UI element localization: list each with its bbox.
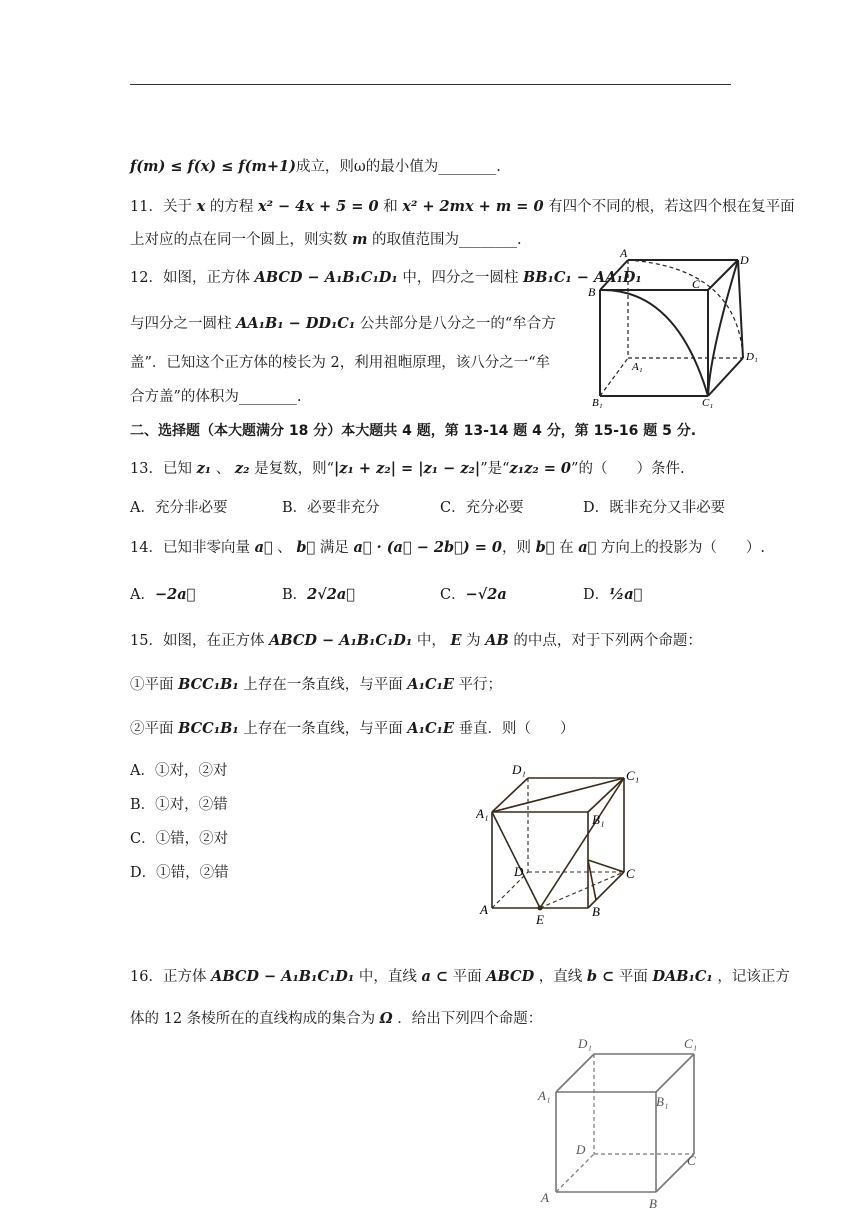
q15-p1-prefix: ①平面 (130, 677, 179, 693)
fig16-label-D1: D₁ (578, 1036, 592, 1051)
q16-line2 (130, 1008, 542, 1030)
q14-option-d[interactable] (583, 584, 642, 606)
fig12-label-B: B (588, 285, 596, 299)
q16-b-in: b ⊂ (586, 968, 615, 985)
q13-option-d[interactable]: D．既非充分又非必要 (583, 500, 726, 516)
fig12-label-B1: B₁ (592, 397, 603, 408)
q15-p1-suffix: 平行； (453, 677, 503, 693)
q15-p2-suffix: 垂直．则（ ） (453, 721, 575, 737)
q14-option-a-label: A． (130, 587, 155, 603)
q14-option-b-label: B． (282, 587, 308, 603)
q12-line1 (130, 267, 642, 289)
fig15-label-E: E (536, 912, 544, 926)
q15-E: E (450, 632, 462, 649)
q14-option-b[interactable] (282, 584, 355, 606)
q15-cube: ABCD − A₁B₁C₁D₁ (269, 632, 413, 649)
q14-prefix: 14．已知非零向量 (130, 540, 255, 556)
fig12-label-A1: A₁ (632, 361, 643, 373)
q15-mid2: 为 (461, 633, 486, 649)
q15-AB: AB (485, 632, 509, 649)
q11-line1 (130, 196, 795, 218)
q11-suffix: 有四个不同的根，若这四个根在复平面 (543, 199, 795, 215)
q14-suffix: 方向上的投影为（ ）. (596, 540, 766, 556)
q12-cyl1: BB₁C₁ − AA₁D₁ (522, 269, 642, 286)
q15-p2-plane1: BCC₁B₁ (178, 720, 239, 737)
q14-vec-b-2: b⃗ (535, 539, 555, 556)
q16-mid2-b: 平面 (614, 969, 653, 985)
q16-cube: ABCD − A₁B₁C₁D₁ (211, 968, 355, 985)
q15-option-c[interactable]: C．①错，②对 (130, 831, 229, 847)
q16-line2-prefix: 体的 12 条棱所在的直线构成的集合为 (130, 1011, 380, 1027)
q15-plane1: BCC₁B₁ (178, 676, 239, 693)
q11-line2 (130, 229, 522, 251)
fig12-label-C: C (692, 277, 701, 291)
q14-option-b-value: 2√2a⃗ (307, 586, 355, 603)
q12-cube: ABCD − A₁B₁C₁D₁ (254, 269, 398, 286)
q16-stem (130, 966, 790, 988)
fig16-label-C: C (687, 1153, 696, 1168)
fig16-label-B1: B₁ (656, 1094, 669, 1109)
q15-p2-plane2: A₁C₁E (407, 720, 454, 737)
q11-line2-prefix: 上对应的点在同一个圆上，则实数 (130, 232, 353, 248)
q13-suffix: ”的（ ）条件. (571, 461, 685, 477)
q13-option-b[interactable]: B．必要非充分 (282, 500, 380, 516)
q15-proposition-1 (130, 674, 502, 696)
fig16-label-C1: C₁ (684, 1036, 698, 1051)
q11-mid: 的方程 (205, 199, 258, 215)
q11-var-x: x (196, 198, 206, 215)
fig15-label-C1: C₁ (626, 768, 640, 783)
q13-prefix: 13．已知 (130, 461, 197, 477)
fig16-label-D: D (576, 1142, 586, 1157)
fig15-label-B1: B₁ (592, 812, 605, 827)
q16-suffix: ，记该正方 (712, 969, 790, 985)
q12-line2-prefix: 与四分之一圆柱 (130, 316, 237, 332)
q16-planeB: DAB₁C₁ (652, 968, 713, 985)
fig15-point-E (538, 906, 543, 911)
fig15-label-D: D (514, 864, 524, 879)
q10-formula: f(m) ≤ f(x) ≤ f(m+1) (130, 158, 296, 175)
q13-option-a[interactable]: A．充分非必要 (130, 500, 228, 516)
q13-z1: z₁ (196, 460, 212, 477)
q10-text: 成立，则ω的最小值为________. (295, 159, 501, 175)
fig15-cube-diagram (476, 760, 656, 926)
q14-option-c-value: −√2a (465, 586, 507, 603)
q13-stem (130, 458, 685, 480)
q12-line3: 盖”．已知这个正方体的棱长为 2，利用祖暅原理，该八分之一“牟 (130, 355, 551, 371)
fig15-label-C: C (626, 866, 635, 881)
q15-option-b[interactable]: B．①对，②错 (130, 797, 228, 813)
q16-mid3: ，直线 (534, 969, 587, 985)
fig12-label-C1: C₁ (702, 397, 714, 408)
fig12-label-A: A (620, 248, 628, 260)
q15-proposition-2 (130, 718, 575, 740)
q14-mid: 满足 (315, 540, 354, 556)
fig12-label-D1: D₁ (746, 351, 758, 363)
q15-stem (130, 630, 702, 652)
fig15-label-A: A (480, 902, 488, 917)
q11-eq1: x² − 4x + 5 = 0 (257, 198, 379, 215)
q10-tail (130, 156, 501, 178)
q14-option-c-label: C． (440, 587, 466, 603)
q14-option-a[interactable] (130, 584, 195, 606)
fig15-label-B: B (592, 904, 600, 919)
q15-option-a[interactable]: A．①对，②对 (130, 763, 228, 779)
q13-option-c[interactable]: C．充分必要 (440, 500, 524, 516)
q15-plane2: A₁C₁E (407, 676, 454, 693)
q16-prefix: 16．正方体 (130, 969, 212, 985)
fig15-label-A1: A₁ (476, 806, 489, 821)
q16-a-in: a ⊂ (421, 968, 449, 985)
q12-prefix: 12．如图，正方体 (130, 270, 255, 286)
q15-p2-mid: 上存在一条直线，与平面 (238, 721, 408, 737)
fig15-label-D1: D₁ (512, 762, 526, 777)
q12-line2-suffix: 公共部分是八分之一的“牟合方 (355, 316, 556, 332)
q13-z2: z₂ (234, 460, 250, 477)
fig16-cube-diagram (536, 1034, 706, 1212)
q15-suffix: 的中点，对于下列两个命题： (508, 633, 702, 649)
fig12-label-D: D (740, 253, 749, 267)
q12-line4: 合方盖”的体积为________. (130, 389, 302, 405)
q16-line2-suffix: ．给出下列四个命题： (392, 1011, 543, 1027)
fig16-label-B: B (649, 1196, 657, 1211)
q13-mid2: ”是“ (480, 461, 510, 477)
q11-eq2: x² + 2mx + m = 0 (402, 198, 544, 215)
q14-sep: 、 (272, 540, 297, 556)
q14-mid2: ，则 (502, 540, 536, 556)
fig16-label-A1: A₁ (538, 1088, 551, 1103)
q14-option-d-label: D． (583, 587, 610, 603)
q16-mid2: 平面 (448, 969, 487, 985)
q14-mid3: 在 (554, 540, 579, 556)
fig16-label-A: A (541, 1190, 549, 1205)
q14-option-c[interactable] (440, 584, 507, 606)
q16-omega: Ω (379, 1010, 393, 1027)
q14-option-a-value: −2a⃗ (154, 586, 196, 603)
q15-p2-prefix: ②平面 (130, 721, 179, 737)
q14-option-d-value: ½a⃗ (609, 586, 643, 603)
fig12-cube-diagram (588, 248, 778, 408)
q11-prefix: 11．关于 (130, 199, 197, 215)
q14-stem (130, 537, 765, 559)
q12-mid: 中，四分之一圆柱 (397, 270, 523, 286)
q14-vec-b: b⃗ (296, 539, 316, 556)
q13-cond1: |z₁ + z₂| = |z₁ − z₂| (334, 460, 481, 477)
header-rule (130, 84, 731, 85)
section2-heading: 二、选择题（本大题满分 18 分）本大题共 4 题，第 13-14 题 4 分，第 15-16 题 5 分. (130, 423, 697, 439)
q13-mid: 是复数，则“ (249, 461, 334, 477)
q14-vec-a-2: a⃗ (578, 539, 597, 556)
q15-p1-mid: 上存在一条直线，与平面 (238, 677, 408, 693)
q13-cond2: z₁z₂ = 0 (509, 460, 572, 477)
q11-var-m: m (352, 231, 368, 248)
q16-mid: 中，直线 (354, 969, 422, 985)
q16-planeA: ABCD (486, 968, 535, 985)
q15-option-d[interactable]: D．①错，②错 (130, 865, 229, 881)
q12-line2 (130, 313, 556, 335)
q12-cyl2: AA₁B₁ − DD₁C₁ (236, 315, 356, 332)
q14-vec-a: a⃗ (254, 539, 273, 556)
q15-mid: 中， (412, 633, 451, 649)
q15-prefix: 15．如图，在正方体 (130, 633, 270, 649)
q14-cond: a⃗ · (a⃗ − 2b⃗) = 0 (353, 539, 503, 556)
q11-line2-suffix: 的取值范围为________. (367, 232, 522, 248)
q13-sep: 、 (211, 461, 235, 477)
q11-and: 和 (378, 199, 403, 215)
